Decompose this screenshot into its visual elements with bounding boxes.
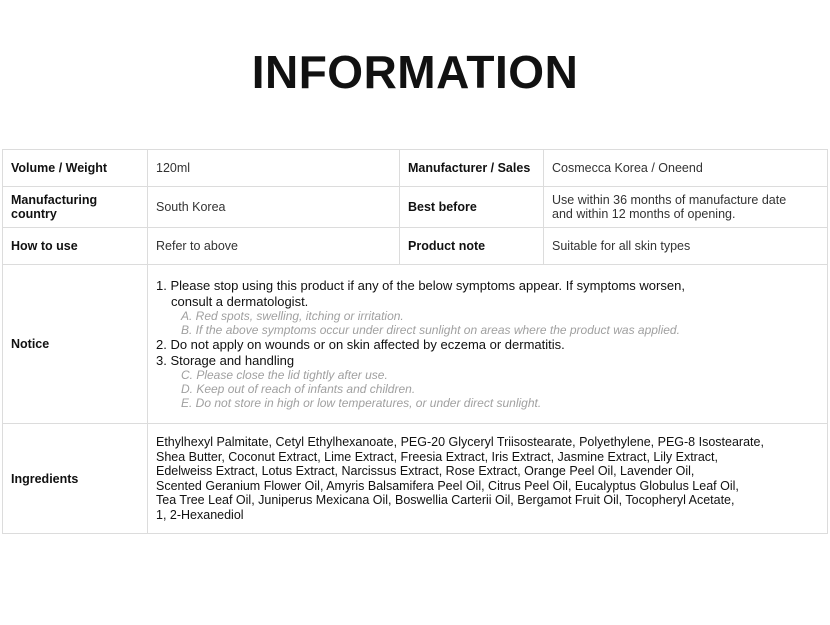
notice-sub-item: D. Keep out of reach of infants and children.	[181, 382, 416, 396]
product-note-label: Product note	[400, 228, 544, 265]
country-value: South Korea	[148, 187, 400, 228]
notice-label: Notice	[3, 265, 148, 424]
notice-item-2: 2. Do not apply on wounds or on skin affected by eczema or dermatitis.	[156, 337, 565, 352]
table-row	[3, 265, 828, 424]
table-row	[3, 424, 828, 534]
ingredients-label: Ingredients	[3, 424, 148, 534]
notice-sub-item: A. Red spots, swelling, itching or irritation.	[181, 309, 404, 323]
info-table	[2, 149, 828, 534]
volume-value: 120ml	[148, 150, 400, 187]
ingredients-line: Tea Tree Leaf Oil, Juniperus Mexicana Oil, Boswellia Carterii Oil, Bergamot Fruit Oil, Tocopheryl Acetate,	[156, 493, 735, 507]
best-before-value	[544, 187, 828, 228]
notice-sub-item: B. If the above symptoms occur under direct sunlight on areas where the product was applied.	[181, 323, 680, 337]
ingredients-line: Edelweiss Extract, Lotus Extract, Narcissus Extract, Rose Extract, Orange Peel Oil, Lavender Oil,	[156, 464, 695, 478]
country-label: Manufacturing country	[3, 187, 148, 228]
manufacturer-label: Manufacturer / Sales	[400, 150, 544, 187]
notice-content	[148, 265, 828, 424]
ingredients-line: Shea Butter, Coconut Extract, Lime Extract, Freesia Extract, Iris Extract, Jasmine Extract, Lily Extract,	[156, 449, 718, 464]
notice-sub-item: E. Do not store in high or low temperatures, or under direct sunlight.	[181, 396, 542, 410]
manufacturer-value: Cosmecca Korea / Oneend	[544, 150, 828, 187]
best-before-line: and within 12 months of opening.	[552, 207, 736, 221]
ingredients-line: 1, 2-Hexanediol	[156, 507, 244, 522]
how-to-use-value: Refer to above	[148, 228, 400, 265]
notice-sub-item: C. Please close the lid tightly after use.	[181, 368, 388, 382]
notice-item-1-line1: 1. Please stop using this product if any of the below symptoms appear. If symptoms worsen,	[156, 278, 685, 293]
product-note-value: Suitable for all skin types	[544, 228, 828, 265]
how-to-use-label: How to use	[3, 228, 148, 265]
ingredients-line: Ethylhexyl Palmitate, Cetyl Ethylhexanoate, PEG-20 Glyceryl Triisostearate, Polyethylene, PEG-8 Isostearate,	[156, 435, 764, 449]
table-row	[3, 150, 828, 187]
ingredients-line: Scented Geranium Flower Oil, Amyris Balsamifera Peel Oil, Citrus Peel Oil, Eucalyptus Globulus Leaf Oil,	[156, 478, 739, 493]
notice-item-3: 3. Storage and handling	[156, 352, 295, 368]
notice-item-1	[156, 278, 819, 309]
ingredients-content	[148, 424, 828, 534]
best-before-label: Best before	[400, 187, 544, 228]
page-title: INFORMATION	[251, 46, 579, 98]
table-row	[3, 228, 828, 265]
notice-item-1-line2: consult a dermatologist.	[171, 293, 309, 309]
volume-label: Volume / Weight	[3, 150, 148, 187]
best-before-line: Use within 36 months of manufacture date	[552, 193, 787, 207]
table-row	[3, 187, 828, 228]
